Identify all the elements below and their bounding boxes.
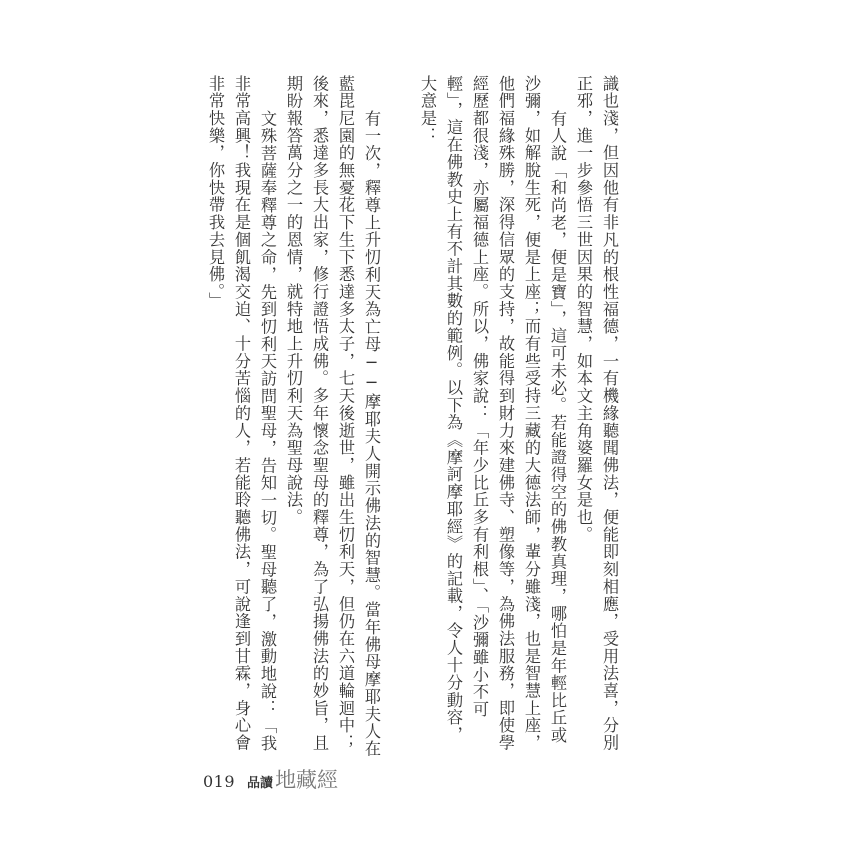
page-footer bbox=[203, 764, 338, 794]
text-column: 沙彌，如解脫生死，便是上座；而有些受持三藏的大德法師，輩分雖淺，也是智慧上座， bbox=[522, 75, 541, 752]
text-column: 有一次，釋尊上升忉利天為亡母──摩耶夫人開示佛法的智慧。當年佛母摩耶夫人在 bbox=[362, 109, 381, 758]
text-column: 大意是： bbox=[418, 75, 437, 145]
text-column: 輕」，這在佛教史上有不計其數的範例。以下為《摩訶摩耶經》的記載，令人十分動容， bbox=[444, 75, 463, 744]
text-column: 他們福緣殊勝，深得信眾的支持，故能得到財力來建佛寺、塑像等，為佛法服務，即使學 bbox=[496, 75, 515, 752]
text-column: 經歷都很淺，亦屬福德上座。所以，佛家說：「年少比丘多有利根」、「沙彌雖小不可 bbox=[470, 75, 489, 719]
text-column: 識也淺，但因他有非凡的根性福德，一有機緣聽聞佛法，便能即刻相應，受用法喜，分別 bbox=[600, 75, 619, 752]
text-column: 非常高興！我現在是個飢渴交迫、十分苦惱的人，若能聆聽佛法，可說逢到甘霖，身心會 bbox=[232, 75, 251, 752]
book-title-prefix: 品讀 bbox=[247, 776, 274, 791]
text-column: 藍毘尼園的無憂花下生下悉達多太子，七天後逝世，雖出生忉利天，但仍在六道輪迴中； bbox=[336, 75, 355, 752]
text-column: 文殊菩薩奉釋尊之命，先到忉利天訪問聖母，告知一切。聖母聽了，激動地說：「我 bbox=[258, 109, 277, 752]
text-column: 期盼報答萬分之一的恩情，就特地上升忉利天為聖母說法。 bbox=[284, 75, 303, 527]
text-column: 後來，悉達多長大出家，修行證悟成佛。多年懷念聖母的釋尊，為了弘揚佛法的妙旨，且 bbox=[310, 75, 329, 752]
text-column: 正邪，進一步參悟三世因果的智慧，如本文主角婆羅女是也。 bbox=[574, 75, 593, 544]
page-number: 019 bbox=[203, 772, 236, 791]
text-column: 有人說「和尚老，便是寶」，這可未必。若能證得空的佛教真理，哪怕是年輕比丘或 bbox=[548, 109, 567, 744]
text-column: 非常快樂，你快帶我去見佛。」 bbox=[206, 75, 225, 310]
book-title-main: 地藏經 bbox=[275, 768, 339, 792]
